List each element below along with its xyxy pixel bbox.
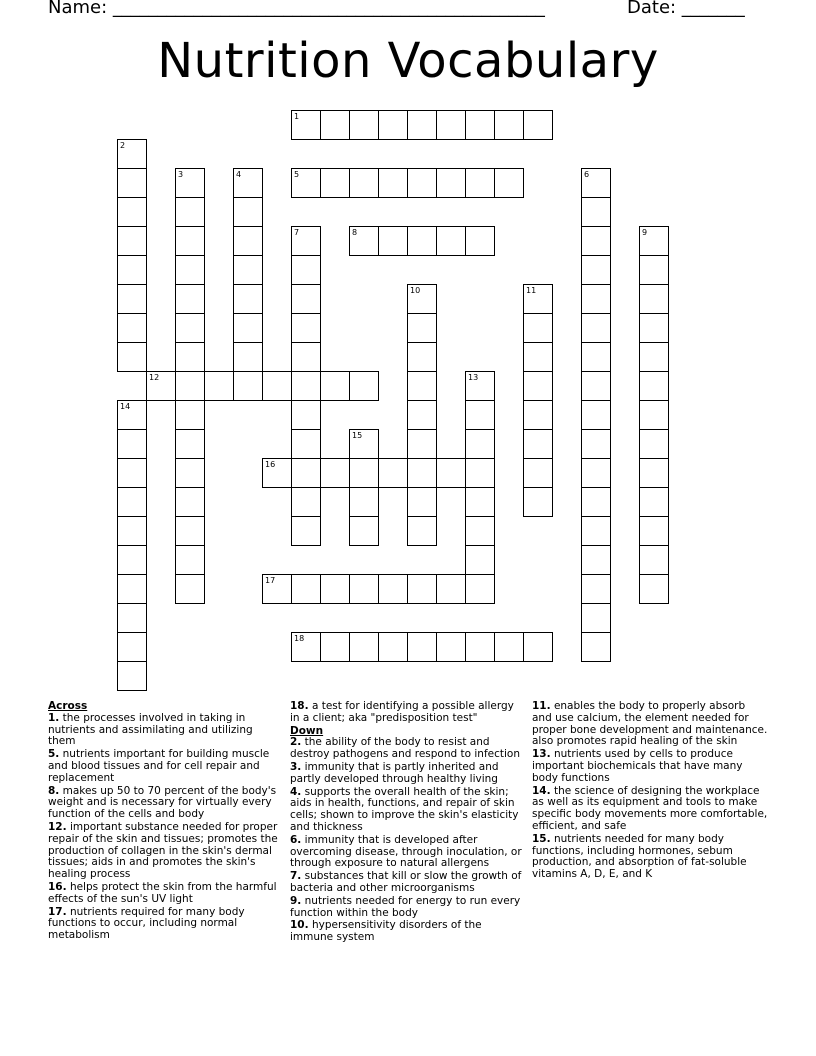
clue-num: 7. — [290, 870, 302, 883]
grid-cell[interactable] — [639, 255, 669, 285]
grid-cell[interactable] — [639, 545, 669, 575]
clue-text: the processes involved in taking in nutrients and assimilating and utilizing them — [48, 711, 253, 748]
clue-num: 8. — [48, 784, 60, 797]
grid-cell[interactable] — [291, 516, 321, 546]
clue-text: makes up 50 to 70 percent of the body's weight and is necessary for virtually every function of the cells and body — [48, 784, 277, 821]
clue-text: nutrients needed for many body functions, including hormones, sebum production, and absorption of fat-soluble vitamins A, D, E, and K — [532, 832, 747, 881]
clue-text: important substance needed for proper repair of the skin and tissues; promotes the production of collagen in the skin's dermal tissues; aids in and promotes the skin's healing process — [48, 820, 278, 881]
clue-num: 17. — [48, 905, 67, 918]
grid-cell[interactable] — [117, 168, 147, 198]
grid-cell[interactable] — [175, 197, 205, 227]
grid-cell[interactable] — [117, 313, 147, 343]
grid-cell[interactable] — [291, 255, 321, 285]
grid-cell[interactable] — [349, 371, 379, 401]
clue — [290, 920, 525, 944]
clue-number: 8 — [352, 228, 358, 237]
clue-num: 10. — [290, 919, 309, 932]
clue-num: 2. — [290, 736, 302, 749]
grid-cell[interactable] — [233, 284, 263, 314]
grid-cell[interactable] — [291, 429, 321, 459]
grid-cell[interactable] — [407, 400, 437, 430]
grid-cell[interactable] — [465, 574, 495, 604]
grid-cell[interactable] — [436, 168, 466, 198]
grid-cell[interactable] — [175, 342, 205, 372]
grid-cell[interactable] — [639, 429, 669, 459]
clue — [290, 896, 525, 920]
grid-cell[interactable] — [233, 255, 263, 285]
clue-number: 2 — [120, 141, 126, 150]
clue-num: 1. — [48, 711, 60, 724]
grid-cell[interactable] — [581, 516, 611, 546]
grid-cell[interactable] — [175, 516, 205, 546]
grid-cell[interactable] — [581, 603, 611, 633]
grid-cell[interactable] — [523, 110, 553, 140]
grid-cell[interactable] — [581, 197, 611, 227]
grid-cell[interactable] — [378, 574, 408, 604]
clue-num: 6. — [290, 833, 302, 846]
grid-cell[interactable] — [639, 458, 669, 488]
clue — [48, 713, 280, 748]
grid-cell[interactable] — [581, 342, 611, 372]
clue-text: immunity that is developed after overcoming disease, through inoculation, or through exposure to natural allergens — [290, 833, 522, 870]
grid-cell[interactable] — [117, 429, 147, 459]
grid-cell[interactable] — [581, 487, 611, 517]
clue-num: 16. — [48, 880, 67, 893]
grid-cell[interactable] — [378, 168, 408, 198]
grid-cell[interactable] — [320, 371, 350, 401]
grid-cell[interactable] — [523, 400, 553, 430]
grid-cell[interactable] — [639, 313, 669, 343]
grid-cell[interactable] — [639, 400, 669, 430]
grid-cell[interactable] — [320, 574, 350, 604]
clue — [532, 701, 768, 748]
clue-number: 15 — [352, 431, 363, 440]
grid-cell[interactable] — [291, 284, 321, 314]
clue-text: hypersensitivity disorders of the immune system — [290, 919, 482, 944]
grid-cell[interactable] — [523, 487, 553, 517]
clue-num: 18. — [290, 700, 309, 712]
clue-num: 11. — [532, 700, 551, 712]
grid-cell[interactable] — [581, 458, 611, 488]
grid-cell[interactable] — [407, 487, 437, 517]
grid-cell[interactable] — [581, 400, 611, 430]
grid-cell[interactable] — [639, 516, 669, 546]
grid-cell[interactable] — [233, 226, 263, 256]
grid-cell[interactable] — [465, 487, 495, 517]
grid-cell[interactable] — [117, 516, 147, 546]
clue-number: 16 — [265, 460, 276, 469]
clue-num: 9. — [290, 894, 302, 907]
grid-cell[interactable] — [407, 371, 437, 401]
page-title: Nutrition Vocabulary — [157, 33, 659, 89]
clue-text: enables the body to properly absorb and use calcium, the element needed for proper bone development and maintenance. also promotes rapid healing of the skin — [532, 700, 768, 748]
grid-cell[interactable] — [465, 545, 495, 575]
grid-cell[interactable] — [262, 371, 292, 401]
grid-cell[interactable] — [349, 168, 379, 198]
grid-cell[interactable] — [233, 197, 263, 227]
grid-cell[interactable] — [175, 429, 205, 459]
grid-cell[interactable] — [117, 458, 147, 488]
grid-cell[interactable] — [407, 574, 437, 604]
grid-cell[interactable] — [117, 197, 147, 227]
clue-num: 14. — [532, 784, 551, 797]
grid-cell[interactable] — [581, 632, 611, 662]
grid-cell[interactable] — [436, 226, 466, 256]
grid-cell[interactable] — [639, 487, 669, 517]
clue — [290, 762, 525, 786]
grid-cell[interactable] — [175, 313, 205, 343]
clue — [290, 871, 525, 895]
grid-cell[interactable] — [291, 371, 321, 401]
clue — [532, 749, 768, 784]
grid-cell[interactable] — [175, 458, 205, 488]
grid-cell[interactable] — [465, 429, 495, 459]
grid-cell[interactable] — [407, 168, 437, 198]
grid-cell[interactable] — [581, 371, 611, 401]
grid-cell[interactable] — [523, 458, 553, 488]
across-heading: Across — [48, 700, 88, 712]
grid-cell[interactable] — [407, 313, 437, 343]
grid-cell[interactable] — [494, 110, 524, 140]
grid-cell[interactable] — [175, 226, 205, 256]
grid-cell[interactable] — [436, 458, 466, 488]
grid-cell[interactable] — [581, 574, 611, 604]
grid-cell[interactable] — [320, 632, 350, 662]
grid-cell[interactable] — [291, 574, 321, 604]
grid-cell[interactable] — [320, 110, 350, 140]
grid-cell[interactable] — [204, 371, 234, 401]
grid-cell[interactable] — [175, 487, 205, 517]
clue-text: immunity that is partly inherited and partly developed through healthy living — [290, 760, 499, 785]
clue-number: 18 — [294, 634, 305, 643]
clues-column-2 — [290, 701, 525, 945]
clue-text: nutrients needed for energy to run every function within the body — [290, 894, 521, 919]
grid-cell[interactable] — [581, 226, 611, 256]
clue-text: nutrients required for many body functions to occur, including normal metabolism — [48, 905, 245, 942]
grid-cell[interactable] — [175, 371, 205, 401]
grid-cell[interactable] — [117, 255, 147, 285]
grid-cell[interactable] — [465, 632, 495, 662]
grid-cell[interactable] — [349, 632, 379, 662]
grid-cell[interactable] — [349, 516, 379, 546]
grid-cell[interactable] — [349, 110, 379, 140]
clue-num: 15. — [532, 832, 551, 845]
grid-cell[interactable] — [175, 284, 205, 314]
grid-cell[interactable] — [436, 574, 466, 604]
grid-cell[interactable] — [233, 342, 263, 372]
grid-cell[interactable] — [349, 574, 379, 604]
grid-cell[interactable] — [465, 516, 495, 546]
grid-cell[interactable] — [117, 487, 147, 517]
grid-cell[interactable] — [175, 255, 205, 285]
down-heading: Down — [290, 724, 324, 737]
grid-cell[interactable] — [175, 574, 205, 604]
grid-cell[interactable] — [407, 632, 437, 662]
grid-cell[interactable] — [117, 603, 147, 633]
clue — [290, 737, 525, 761]
clue-num: 12. — [48, 820, 67, 833]
clue — [48, 749, 280, 784]
grid-cell[interactable] — [639, 342, 669, 372]
grid-cell[interactable] — [581, 255, 611, 285]
clue-number: 9 — [642, 228, 648, 237]
grid-cell[interactable] — [291, 313, 321, 343]
grid-cell[interactable] — [465, 168, 495, 198]
clue-number: 10 — [410, 286, 421, 295]
grid-cell[interactable] — [581, 429, 611, 459]
clue-num: 4. — [290, 785, 302, 798]
grid-cell[interactable] — [523, 632, 553, 662]
clue — [48, 822, 280, 881]
grid-cell[interactable] — [291, 487, 321, 517]
grid-cell[interactable] — [523, 429, 553, 459]
grid-cell[interactable] — [407, 226, 437, 256]
grid-cell[interactable] — [117, 545, 147, 575]
grid-cell[interactable] — [407, 110, 437, 140]
grid-cell[interactable] — [291, 400, 321, 430]
grid-cell[interactable] — [175, 400, 205, 430]
grid-cell[interactable] — [320, 458, 350, 488]
grid-cell[interactable] — [175, 545, 205, 575]
clue-number: 17 — [265, 576, 276, 585]
clue-number: 1 — [294, 112, 300, 121]
clue-number: 5 — [294, 170, 300, 179]
grid-cell[interactable] — [320, 168, 350, 198]
grid-cell[interactable] — [465, 110, 495, 140]
grid-cell[interactable] — [494, 168, 524, 198]
clue-text: nutrients used by cells to produce important biochemicals that have many body functions — [532, 748, 743, 784]
clue-number: 14 — [120, 402, 131, 411]
grid-cell[interactable] — [378, 458, 408, 488]
clue — [48, 882, 280, 906]
grid-cell[interactable] — [465, 400, 495, 430]
clue-text: nutrients important for building muscle and blood tissues and for cell repair and replacement — [48, 748, 270, 784]
clue-num: 13. — [532, 748, 551, 761]
clues-column-1 — [48, 701, 280, 943]
clue-num: 5. — [48, 748, 60, 761]
grid-cell[interactable] — [523, 342, 553, 372]
clue-number: 7 — [294, 228, 300, 237]
grid-cell[interactable] — [436, 110, 466, 140]
grid-cell[interactable] — [639, 371, 669, 401]
grid-cell[interactable] — [581, 284, 611, 314]
grid-cell[interactable] — [117, 342, 147, 372]
clue-num: 3. — [290, 760, 302, 773]
grid-cell[interactable] — [407, 429, 437, 459]
clue-number: 4 — [236, 170, 242, 179]
grid-cell[interactable] — [407, 342, 437, 372]
grid-cell[interactable] — [581, 545, 611, 575]
grid-cell[interactable] — [233, 313, 263, 343]
clue-text: helps protect the skin from the harmful effects of the sun's UV light — [48, 880, 277, 905]
grid-cell[interactable] — [581, 313, 611, 343]
grid-cell[interactable] — [639, 574, 669, 604]
clue-text: the ability of the body to resist and destroy pathogens and respond to infection — [290, 736, 521, 761]
clue — [532, 834, 768, 881]
grid-cell[interactable] — [378, 110, 408, 140]
date-field[interactable]: Date: _______ — [627, 0, 745, 18]
clue-number: 13 — [468, 373, 479, 382]
grid-cell[interactable] — [639, 284, 669, 314]
grid-cell[interactable] — [349, 487, 379, 517]
clue-number: 11 — [526, 286, 537, 295]
grid-cell[interactable] — [349, 458, 379, 488]
grid-cell[interactable] — [465, 458, 495, 488]
grid-cell[interactable] — [233, 371, 263, 401]
grid-cell[interactable] — [465, 226, 495, 256]
clue-text: a test for identifying a possible allergy in a client; aka "predisposition test" — [290, 700, 514, 724]
grid-cell[interactable] — [291, 342, 321, 372]
grid-cell[interactable] — [523, 371, 553, 401]
name-field[interactable]: Name: ________________________________________________ — [48, 0, 545, 18]
grid-cell[interactable] — [523, 313, 553, 343]
grid-cell[interactable] — [494, 632, 524, 662]
clue — [532, 786, 768, 833]
grid-cell[interactable] — [378, 226, 408, 256]
clue — [290, 835, 525, 870]
clue — [290, 787, 525, 834]
clue-text: supports the overall health of the skin; aids in health, functions, and repair of skin cells; shown to improve the skin's elasticity and thickness — [290, 785, 519, 833]
grid-cell[interactable] — [291, 458, 321, 488]
grid-cell[interactable] — [407, 458, 437, 488]
grid-cell[interactable] — [117, 284, 147, 314]
grid-cell[interactable] — [117, 574, 147, 604]
grid-cell[interactable] — [117, 632, 147, 662]
grid-cell[interactable] — [117, 226, 147, 256]
clue-number: 6 — [584, 170, 590, 179]
clue — [290, 701, 525, 725]
grid-cell[interactable] — [378, 632, 408, 662]
clue-number: 3 — [178, 170, 184, 179]
clue-text: the science of designing the workplace as well as its equipment and tools to make specific body movements more comfortable, efficient, and safe — [532, 784, 768, 832]
clue — [48, 907, 280, 942]
clue — [48, 786, 280, 821]
grid-cell[interactable] — [407, 516, 437, 546]
clues-column-3 — [532, 701, 768, 882]
clue-number: 12 — [149, 373, 160, 382]
grid-cell[interactable] — [117, 661, 147, 691]
clue-text: substances that kill or slow the growth of bacteria and other microorganisms — [290, 870, 522, 894]
grid-cell[interactable] — [436, 632, 466, 662]
